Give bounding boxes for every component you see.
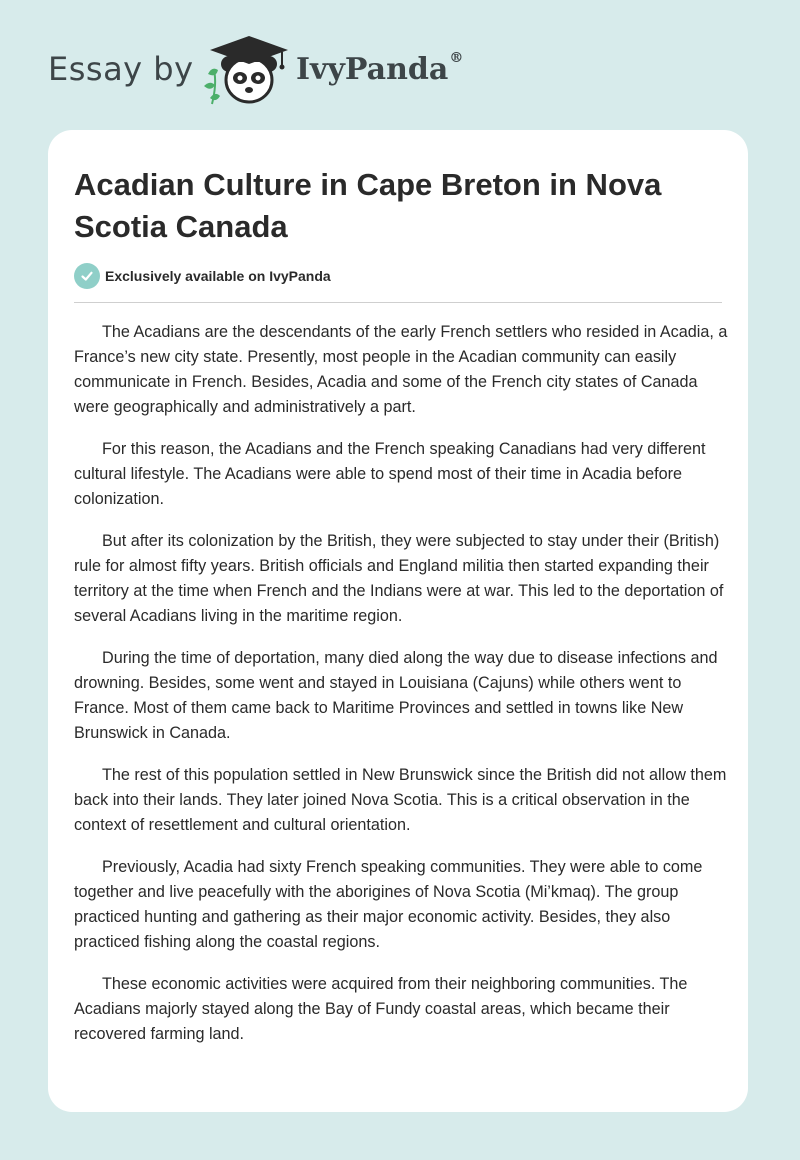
exclusive-badge [74,263,331,289]
registered-mark: ® [449,50,464,66]
essay-body [74,320,728,1064]
exclusive-badge-label: Exclusively available on IvyPanda [105,268,331,284]
panda-graduate-icon[interactable] [202,34,290,108]
paragraph: The rest of this population settled in New Brunswick since the British did not allow them back into their lands. They later joined Nova Scotia. This is a critical observation in the context of resettlement and cultural orientation. [74,766,727,834]
paragraph: For this reason, the Acadians and the French speaking Canadians had very different cultural lifestyle. The Acadians were able to spend most of their time in Acadia before colonization. [74,440,706,508]
check-icon [74,263,100,289]
paragraph: Previously, Acadia had sixty French speaking communities. They were able to come together and live peacefully with the aborigines of Nova Scotia (Mi’kmaq). The group practiced hunting and gathering as their major economic activity. Besides, they also practiced fishing along the coastal regions. [74,858,703,951]
paragraph: During the time of deportation, many died along the way due to disease infections and drowning. Besides, some went and stayed in Louisiana (Cajuns) while others went to France. Most of them came back to Maritime Provinces and settled in towns like New Brunswick in Canada. [74,649,718,742]
divider [74,302,722,303]
essay-title: Acadian Culture in Cape Breton in Nova Scotia Canada [74,167,662,244]
essay-card [48,130,748,1112]
essay-by-label: Essay by [48,50,194,88]
brand-logo-text[interactable] [296,52,463,87]
site-header [0,0,800,120]
paragraph: But after its colonization by the British, they were subjected to stay under their (British) rule for almost fifty years. British officials and England militia then started expanding their territory at the time when French and the Indians were at war. This led to the deportation of several Acadians living in the maritime region. [74,532,724,625]
paragraph: The Acadians are the descendants of the early French settlers who resided in Acadia, a France’s new city state. Presently, most people in the Acadian community can easily communicate in French. Besides, Acadia and some of the French city states of Canada were geographically and administratively a part. [74,323,728,416]
brand-name: IvyPanda [296,52,449,87]
paragraph: These economic activities were acquired from their neighboring communities. The Acadians majorly stayed along the Bay of Fundy coastal areas, which became their recovered farming land. [74,975,688,1043]
